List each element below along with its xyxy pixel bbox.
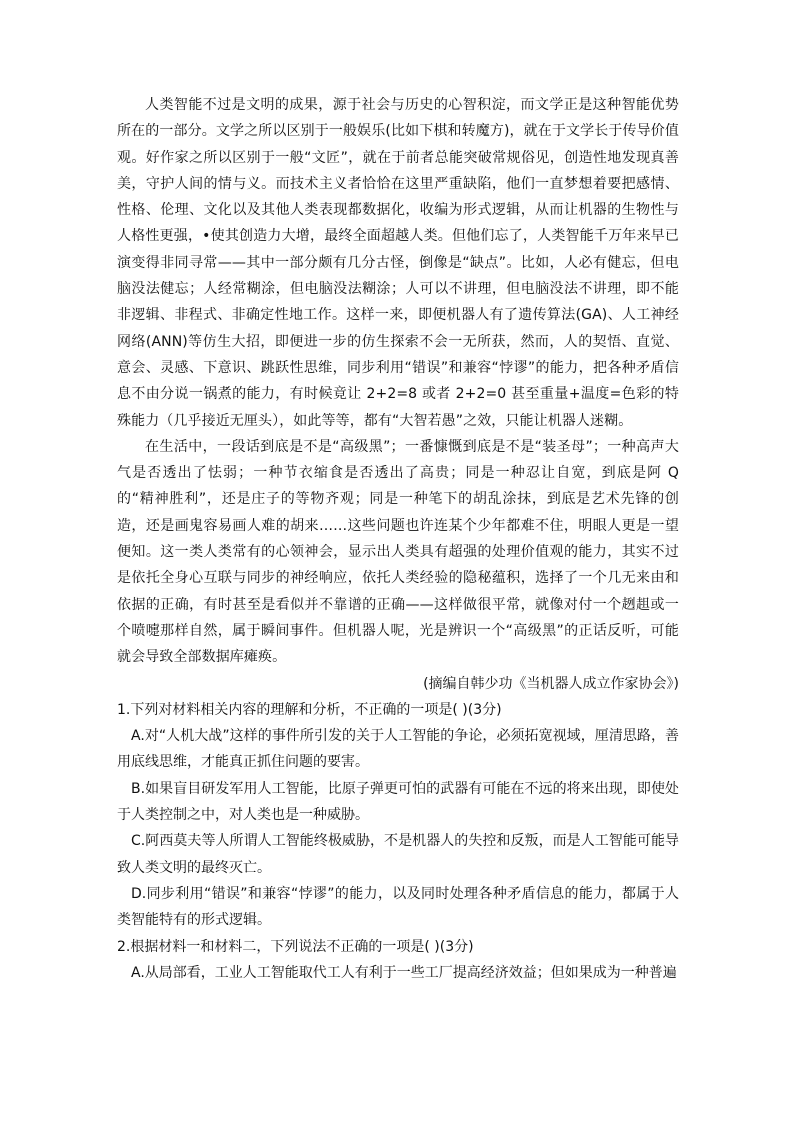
question-1-option-b: B.如果盲目研发军用人工智能，比原子弹更可怕的武器有可能在不远的将来出现，即使处于人类控制之中，对人类也是一种威胁。 bbox=[117, 780, 679, 824]
article-source: (摘编自韩少功《当机器人成立作家协会》) bbox=[423, 675, 679, 692]
document-page bbox=[117, 92, 679, 986]
question-2-stem: 2.根据材料一和材料二，下列说法不正确的一项是( )(3分) bbox=[117, 938, 474, 955]
question-1 bbox=[117, 697, 679, 934]
question-2-option-a: A.从局部看，工业人工智能取代工人有利于一些工厂提高经济效益；但如果成为一种普遍 bbox=[131, 964, 677, 981]
question-1-option-a: A.对“人机大战”这样的事件所引发的关于人工智能的争论，必须拓宽视域，厘清思路，善用底线思维，才能真正抓住问题的要害。 bbox=[117, 728, 679, 771]
question-1-option-d: D.同步利用“错误”和兼容“悖谬”的能力，以及同时处理各种矛盾信息的能力，都属于人类智能特有的形式逻辑。 bbox=[117, 885, 679, 929]
question-1-stem: 1.下列对材料相关内容的理解和分析，不正确的一项是( )(3分) bbox=[117, 701, 502, 718]
question-1-option-c: C.阿西莫夫等人所谓人工智能终极威胁，不是机器人的失控和反叛，而是人工智能可能导致人类文明的最终灭亡。 bbox=[117, 833, 679, 876]
article-paragraph-1: 人类智能不过是文明的成果，源于社会与历史的心智积淀，而文学正是这种智能优势所在的一部分。文学之所以区别于一般娱乐(比如下棋和转魔方)，就在于文学长于传导价值观。好作家之所以区别于一般“文匠”，就在于前者总能突破常规俗见，创造性地发现真善美，守护人间的情与义。而技术主义者恰恰在这里严重缺陷，他们一直梦想着要把感情、性格、伦理、文化以及其他人类表现都数据化，收编为形式逻辑，从而让机器的生物性与人格性更强，•使其创造力大增，最终全面超越人类。但他们忘了，人类智能千万年来早已演变得非同寻常——其中一部分颇有几分古怪，倒像是“缺点”。比如，人必有健忘，但电脑没法健忘；人经常糊涂，但电脑没法糊涂；人可以不讲理，但电脑没法不讲理，即不能非逻辑、非程式、非确定性地工作。这样一来，即便机器人有了遗传算法(GA)、人工神经网络(ANN)等仿生大招，即便进一步的仿生探索不会一无所获，然而，人的契悟、直觉、意会、灵感、下意识、跳跃性思维，同步利用“错误”和兼容“悖谬”的能力，把各种矛盾信息不由分说一锅煮的能力，有时候竟让 2+2=8 或者 2+2=0 甚至重量+温度=色彩的特殊能力（几乎接近无厘头），如此等等，都有“大智若愚”之效，只能让机器人迷糊。 bbox=[117, 97, 679, 429]
article-paragraph-2: 在生活中，一段话到底是不是“高级黑”；一番慷慨到底是不是“装圣母”；一种高声大气是否透出了怯弱；一种节衣缩食是否透出了高贵；同是一种忍让自宽，到底是阿 Q 的“精神胜利”，还是庄子的等物齐观；同是一种笔下的胡乱涂抹，到底是艺术先锋的创造，还是画鬼容易画人难的胡来……这些问题也许连某个少年都难不住，明眼人更是一望便知。这一类人类常有的心领神会，显示出人类具有超强的处理价值观的能力，其实不过是依托全身心互联与同步的神经响应，依托人类经验的隐秘蕴积，选择了一个几无来由和依据的正确，有时甚至是看似并不靠谱的正确——这样做很平常，就像对付一个趔趄或一个喷嚏那样自然，属于瞬间事件。但机器人呢，光是辨识一个“高级黑”的正话反听，可能就会导致全部数据库瘫痪。 bbox=[117, 438, 679, 666]
question-2 bbox=[117, 934, 679, 987]
